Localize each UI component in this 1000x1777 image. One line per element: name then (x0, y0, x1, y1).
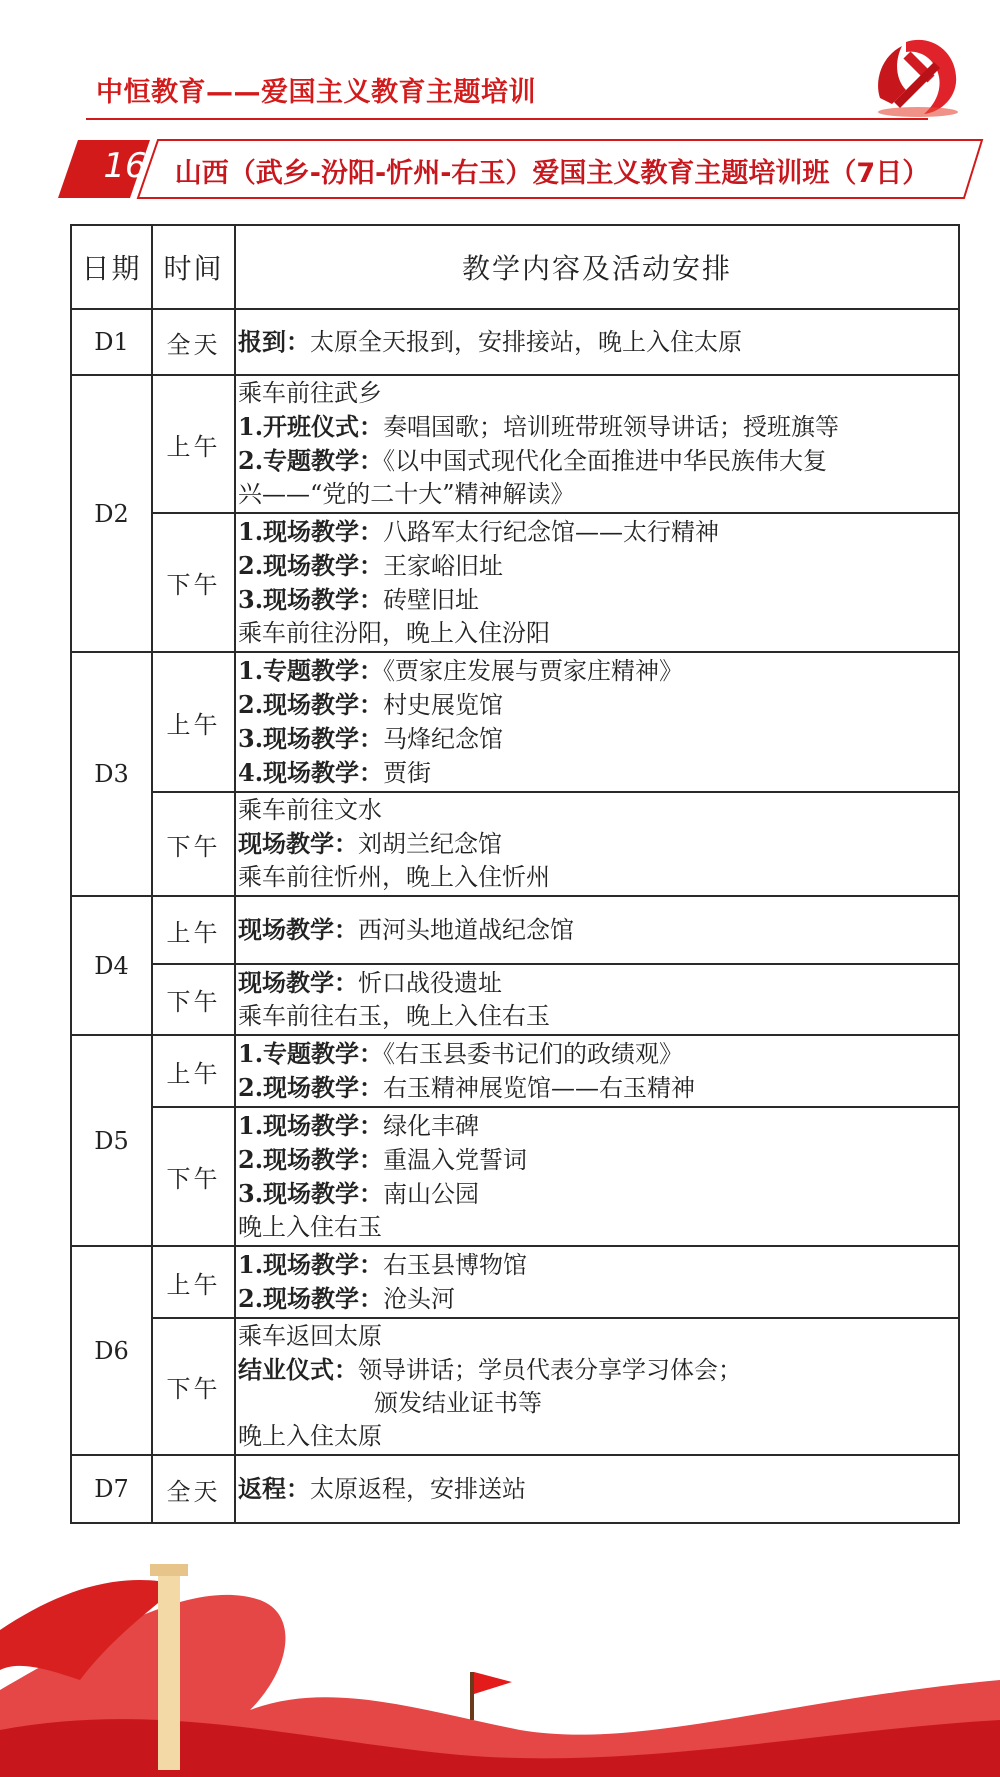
content-cell (235, 652, 959, 792)
item-label: 2.专题教学： (238, 446, 384, 475)
content-line (238, 444, 956, 478)
item-label: 现场教学： (238, 915, 358, 944)
content-line (238, 478, 956, 511)
content-cell (235, 964, 959, 1035)
time-cell: 上午 (152, 896, 235, 964)
content-line (238, 756, 956, 790)
schedule-row (71, 792, 959, 896)
item-label: 1.现场教学： (238, 517, 384, 546)
time-cell: 下午 (152, 964, 235, 1035)
content-line (238, 1071, 956, 1105)
item-text: 颁发结业证书等 (374, 1389, 542, 1417)
brand-title: 中恒教育——爱国主义教育主题培训 (96, 77, 536, 108)
item-text: 太原返程，安排送站 (310, 1475, 526, 1503)
item-label: 1.专题教学： (238, 656, 384, 685)
item-label: 返程： (238, 1474, 310, 1503)
item-text: 乘车前往忻州，晚上入住忻州 (238, 863, 550, 891)
content-line (238, 913, 956, 947)
schedule-row (71, 1318, 959, 1455)
section-number-badge: 16 (103, 146, 147, 186)
time-cell: 下午 (152, 1107, 235, 1246)
item-text: 右玉精神展览馆——右玉精神 (383, 1074, 696, 1102)
content-cell (235, 792, 959, 896)
item-label: 4.现场教学： (238, 758, 384, 787)
day-cell: D5 (71, 1035, 152, 1246)
content-cell (235, 1246, 959, 1318)
content-line (238, 1037, 956, 1071)
item-text: 绿化丰碑 (383, 1112, 480, 1140)
content-line (238, 617, 956, 650)
content-line (238, 1420, 956, 1453)
content-cell (235, 375, 959, 513)
item-label: 1.专题教学： (238, 1039, 384, 1068)
table-header-row (71, 225, 959, 309)
day-cell: D3 (71, 652, 152, 896)
schedule-row (71, 513, 959, 652)
time-cell: 全天 (152, 309, 235, 375)
content-line (238, 1353, 956, 1387)
item-label: 3.现场教学： (238, 724, 384, 753)
item-text: 右玉县博物馆 (383, 1251, 528, 1279)
content-line (238, 1211, 956, 1244)
item-label: 2.现场教学： (238, 1145, 384, 1174)
item-text: 奏唱国歌；培训班带班领导讲话；授班旗等 (383, 413, 840, 441)
content-line (238, 966, 956, 1000)
schedule-row (71, 309, 959, 375)
time-cell: 上午 (152, 1035, 235, 1107)
time-cell: 下午 (152, 513, 235, 652)
page-title: 山西（武乡-汾阳-忻州-右玉）爱国主义教育主题培训班（7日） (174, 158, 930, 189)
item-text: 西河头地道战纪念馆 (358, 916, 574, 944)
day-cell: D4 (71, 896, 152, 1035)
item-text: 贾街 (383, 759, 432, 787)
item-text: 乘车前往文水 (238, 796, 382, 824)
content-line (238, 1177, 956, 1211)
item-label: 现场教学： (238, 968, 358, 997)
item-label: 结业仪式： (238, 1355, 358, 1384)
content-line (238, 377, 956, 410)
item-text: 重温入党誓词 (383, 1146, 528, 1174)
content-line (238, 1248, 956, 1282)
item-text: 《贾家庄发展与贾家庄精神》 (383, 657, 684, 685)
header-content: 教学内容及活动安排 (235, 225, 959, 309)
item-text: 沧头河 (383, 1285, 456, 1313)
content-cell (235, 896, 959, 964)
item-text: 八路军太行纪念馆——太行精神 (383, 518, 720, 546)
time-cell: 上午 (152, 652, 235, 792)
content-line (238, 794, 956, 827)
time-cell: 下午 (152, 792, 235, 896)
item-label: 2.现场教学： (238, 1284, 384, 1313)
day-cell: D6 (71, 1246, 152, 1455)
item-text: 乘车前往武乡 (238, 379, 382, 407)
item-label: 2.现场教学： (238, 690, 384, 719)
party-emblem-icon (872, 32, 964, 118)
item-text: 晚上入住右玉 (238, 1213, 382, 1241)
schedule-row (71, 1455, 959, 1523)
content-cell (235, 1035, 959, 1107)
content-cell (235, 1318, 959, 1455)
time-cell: 下午 (152, 1318, 235, 1455)
time-cell: 上午 (152, 375, 235, 513)
time-cell: 全天 (152, 1455, 235, 1523)
content-cell (235, 309, 959, 375)
content-line (238, 1143, 956, 1177)
day-cell: D1 (71, 309, 152, 375)
item-text: 王家峪旧址 (383, 552, 504, 580)
item-text: 兴——“党的二十大”精神解读》 (238, 480, 575, 508)
day-cell: D2 (71, 375, 152, 652)
content-line (238, 1387, 956, 1420)
item-text: 领导讲话；学员代表分享学习体会； (358, 1356, 742, 1384)
time-cell: 上午 (152, 1246, 235, 1318)
content-line (238, 583, 956, 617)
item-label: 1.开班仪式： (238, 412, 384, 441)
item-label: 报到： (238, 327, 310, 356)
content-line (238, 688, 956, 722)
item-text: 乘车前往汾阳，晚上入住汾阳 (238, 619, 550, 647)
schedule-row (71, 896, 959, 964)
content-line (238, 1282, 956, 1316)
item-text: 《以中国式现代化全面推进中华民族伟大复 (383, 447, 828, 475)
content-line (238, 1109, 956, 1143)
day-cell: D7 (71, 1455, 152, 1523)
item-text: 《右玉县委书记们的政绩观》 (383, 1040, 684, 1068)
item-label: 1.现场教学： (238, 1250, 384, 1279)
item-text: 砖壁旧址 (383, 586, 480, 614)
content-cell (235, 1455, 959, 1523)
footer-decoration (0, 1560, 1000, 1777)
item-label: 2.现场教学： (238, 1073, 384, 1102)
schedule-row (71, 1107, 959, 1246)
content-line (238, 722, 956, 756)
content-cell (235, 513, 959, 652)
schedule-row (71, 1246, 959, 1318)
item-text: 南山公园 (383, 1180, 480, 1208)
content-cell (235, 1107, 959, 1246)
content-line (238, 549, 956, 583)
header-time: 时间 (152, 225, 235, 309)
item-text: 村史展览馆 (383, 691, 504, 719)
item-text: 刘胡兰纪念馆 (358, 830, 502, 858)
item-text: 马烽纪念馆 (383, 725, 504, 753)
item-label: 3.现场教学： (238, 585, 384, 614)
schedule-row (71, 375, 959, 513)
content-line (238, 1000, 956, 1033)
schedule-row (71, 964, 959, 1035)
content-line (238, 1472, 956, 1506)
content-line (238, 410, 956, 444)
schedule-row (71, 1035, 959, 1107)
title-banner (58, 138, 984, 200)
header-day: 日期 (71, 225, 152, 309)
item-text: 乘车前往右玉，晚上入住右玉 (238, 1002, 550, 1030)
schedule-table (70, 224, 960, 1524)
item-label: 现场教学： (238, 829, 358, 858)
item-text: 太原全天报到，安排接站，晚上入住太原 (310, 328, 742, 356)
schedule-row (71, 652, 959, 792)
item-label: 1.现场教学： (238, 1111, 384, 1140)
brand-divider (86, 118, 928, 120)
content-line (238, 827, 956, 861)
item-text: 乘车返回太原 (238, 1322, 382, 1350)
content-line (238, 861, 956, 894)
content-line (238, 325, 956, 359)
content-line (238, 515, 956, 549)
item-text: 忻口战役遗址 (358, 969, 502, 997)
item-label: 3.现场教学： (238, 1179, 384, 1208)
item-label: 2.现场教学： (238, 551, 384, 580)
item-text: 晚上入住太原 (238, 1422, 382, 1450)
content-line (238, 654, 956, 688)
content-line (238, 1320, 956, 1353)
